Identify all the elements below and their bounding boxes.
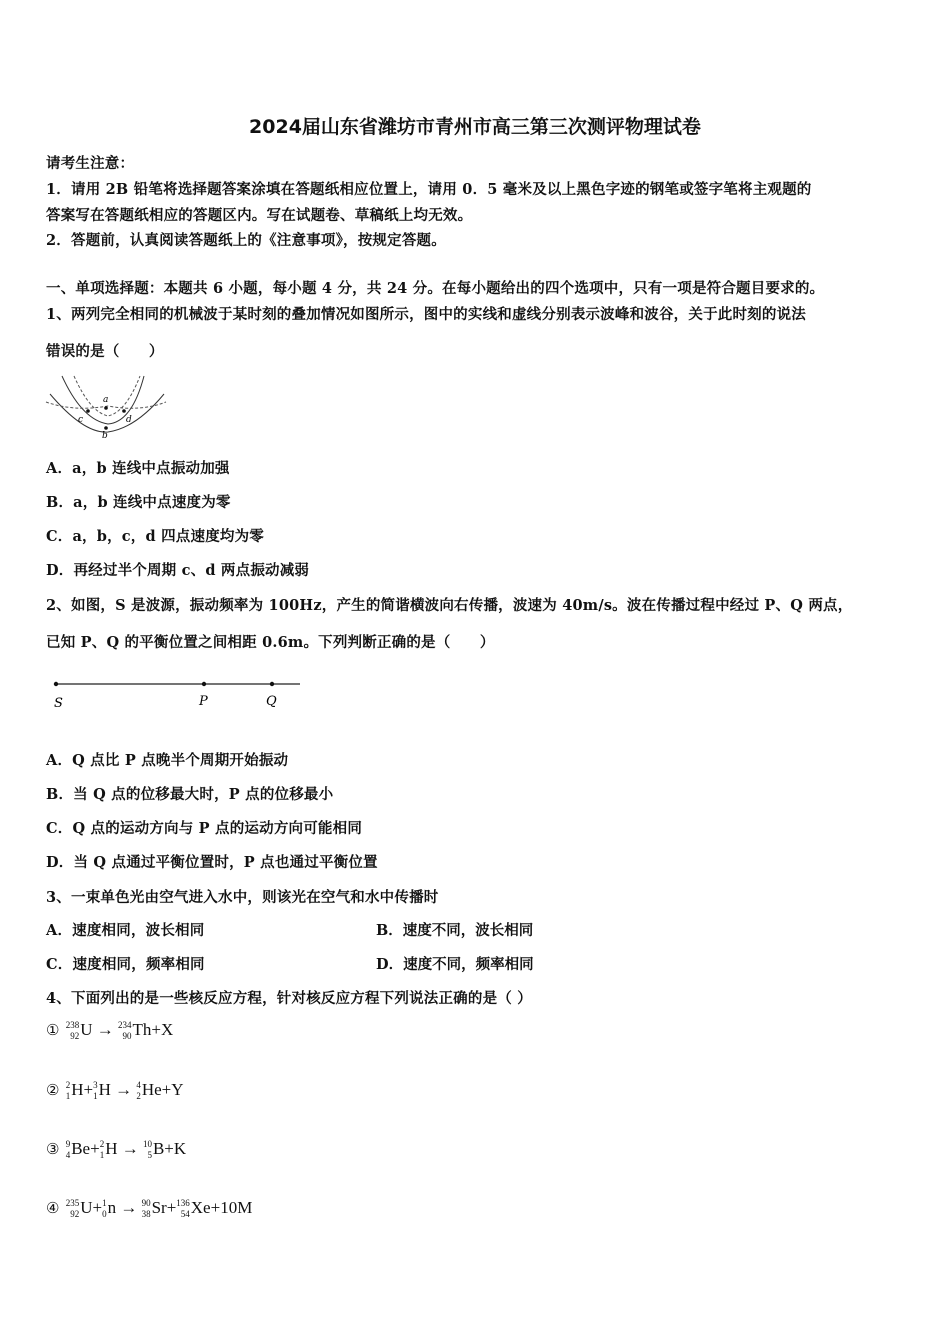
q2-option-a: A．Q 点比 P 点晚半个周期开始振动 (46, 752, 289, 769)
q2-option-b: B．当 Q 点的位移最大时，P 点的位移最小 (46, 786, 334, 803)
eq3-product: B+K (152, 1139, 187, 1158)
eq2-arrow: → (115, 1080, 133, 1099)
q3-option-a: A．速度相同，波长相同 (46, 922, 205, 939)
q3-option-b: B．速度不同，波长相同 (376, 922, 534, 939)
eq2-mass1: 3 (93, 1080, 98, 1091)
notice-item1-a: 1．请用 2B 铅笔将选择题答案涂填在答题纸相应位置上，请用 0．5 毫米及以上黑色字迹的钢笔或签字笔将主观题的 (46, 181, 812, 198)
eq4-mass2: 90 (141, 1198, 151, 1209)
eq3-charge2: 5 (147, 1150, 152, 1161)
q1-stem-a: 1、两列完全相同的机械波于某时刻的叠加情况如图所示，图中的实线和虚线分别表示波峰和波谷，关于此时刻的说法 (46, 306, 806, 323)
eq4-arrow: → (120, 1198, 138, 1217)
q1-option-a: A．a，b 连线中点振动加强 (46, 460, 230, 477)
eq4-number: ④ (46, 1201, 60, 1217)
q2-label-p: P (199, 694, 208, 709)
q4-equation-1 (46, 1020, 173, 1042)
eq3-mass: 9 (65, 1139, 71, 1150)
eq4-mass1: 1 (102, 1198, 107, 1209)
q1-label-b: b (102, 431, 108, 441)
eq3-number: ③ (46, 1142, 60, 1158)
eq1-charge: 92 (70, 1031, 80, 1042)
eq4-product2: Xe+10M (190, 1198, 253, 1217)
eq4-symbol1: n (107, 1198, 117, 1217)
q4-equation-3 (46, 1139, 186, 1161)
eq2-mass: 2 (65, 1080, 71, 1091)
eq1-charge2: 90 (122, 1031, 132, 1042)
eq1-mass: 238 (65, 1020, 80, 1031)
eq4-mass3: 136 (176, 1198, 190, 1209)
q1-label-c: c (78, 415, 84, 425)
eq3-mass2: 10 (142, 1139, 152, 1150)
notice-item1-b: 答案写在答题纸相应的答题区内。写在试题卷、草稿纸上均无效。 (46, 207, 473, 224)
eq3-symbol1: H (105, 1139, 118, 1158)
eq4-charge3: 54 (180, 1209, 190, 1220)
eq1-product: Th+X (132, 1020, 174, 1039)
q2-label-s: S (54, 696, 63, 711)
eq3-symbol: Be+ (71, 1139, 100, 1158)
eq4-charge2: 38 (141, 1209, 151, 1220)
q2-line-figure (50, 676, 304, 712)
q2-stem-a: 2、如图，S 是波源，振动频率为 100Hz，产生的简谐横波向右传播，波速为 40m/s。波在传播过程中经过 P、Q 两点， (46, 597, 853, 614)
q2-label-q: Q (266, 694, 277, 709)
notice-heading: 请考生注意： (46, 155, 135, 172)
eq3-mass1: 2 (99, 1139, 105, 1150)
eq1-arrow: → (96, 1020, 114, 1039)
eq2-charge: 1 (65, 1091, 71, 1102)
eq4-charge1: 0 (102, 1209, 107, 1220)
eq2-symbol1: H (98, 1080, 111, 1099)
eq2-charge2: 2 (136, 1091, 141, 1102)
eq2-charge1: 1 (93, 1091, 98, 1102)
eq4-product: Sr+ (151, 1198, 177, 1217)
q1-option-b: B．a，b 连线中点速度为零 (46, 494, 231, 511)
eq1-symbol: U (80, 1020, 93, 1039)
q1-label-d: d (126, 415, 132, 425)
q1-label-a: a (103, 395, 109, 405)
eq4-symbol: U+ (80, 1198, 103, 1217)
q3-option-c: C．速度相同，频率相同 (46, 956, 205, 973)
eq4-mass: 235 (65, 1198, 80, 1209)
eq2-mass2: 4 (136, 1080, 141, 1091)
q2-stem-b: 已知 P、Q 的平衡位置之间相距 0.6m。下列判断正确的是（ ） (46, 634, 495, 651)
eq4-charge: 92 (70, 1209, 80, 1220)
q1-stem-b: 错误的是（ ） (46, 343, 164, 360)
q4-equation-4 (46, 1198, 252, 1220)
q4-equation-2 (46, 1080, 184, 1102)
q1-option-d: D．再经过半个周期 c、d 两点振动减弱 (46, 562, 310, 579)
eq2-number: ② (46, 1083, 60, 1099)
q1-option-c: C．a，b，c，d 四点速度均为零 (46, 528, 264, 545)
eq3-charge1: 1 (99, 1150, 105, 1161)
section1-heading: 一、单项选择题：本题共 6 小题，每小题 4 分，共 24 分。在每小题给出的四个选项中，只有一项是符合题目要求的。 (46, 280, 825, 297)
eq2-symbol: H+ (71, 1080, 94, 1099)
q2-option-c: C．Q 点的运动方向与 P 点的运动方向可能相同 (46, 820, 363, 837)
eq3-arrow: → (121, 1139, 139, 1158)
notice-item2: 2．答题前，认真阅读答题纸上的《注意事项》，按规定答题。 (46, 232, 446, 249)
q3-stem: 3、一束单色光由空气进入水中，则该光在空气和水中传播时 (46, 889, 439, 906)
q4-stem: 4、下面列出的是一些核反应方程，针对核反应方程下列说法正确的是（ ） (46, 990, 532, 1007)
eq2-product: He+Y (141, 1080, 184, 1099)
eq3-charge: 4 (65, 1150, 71, 1161)
eq1-number: ① (46, 1023, 60, 1039)
eq1-mass2: 234 (117, 1020, 132, 1031)
q3-option-d: D．速度不同，频率相同 (376, 956, 534, 973)
q2-option-d: D．当 Q 点通过平衡位置时，P 点也通过平衡位置 (46, 854, 378, 871)
q1-wave-figure (44, 372, 168, 442)
page-title: 2024届山东省潍坊市青州市高三第三次测评物理试卷 (249, 116, 701, 138)
